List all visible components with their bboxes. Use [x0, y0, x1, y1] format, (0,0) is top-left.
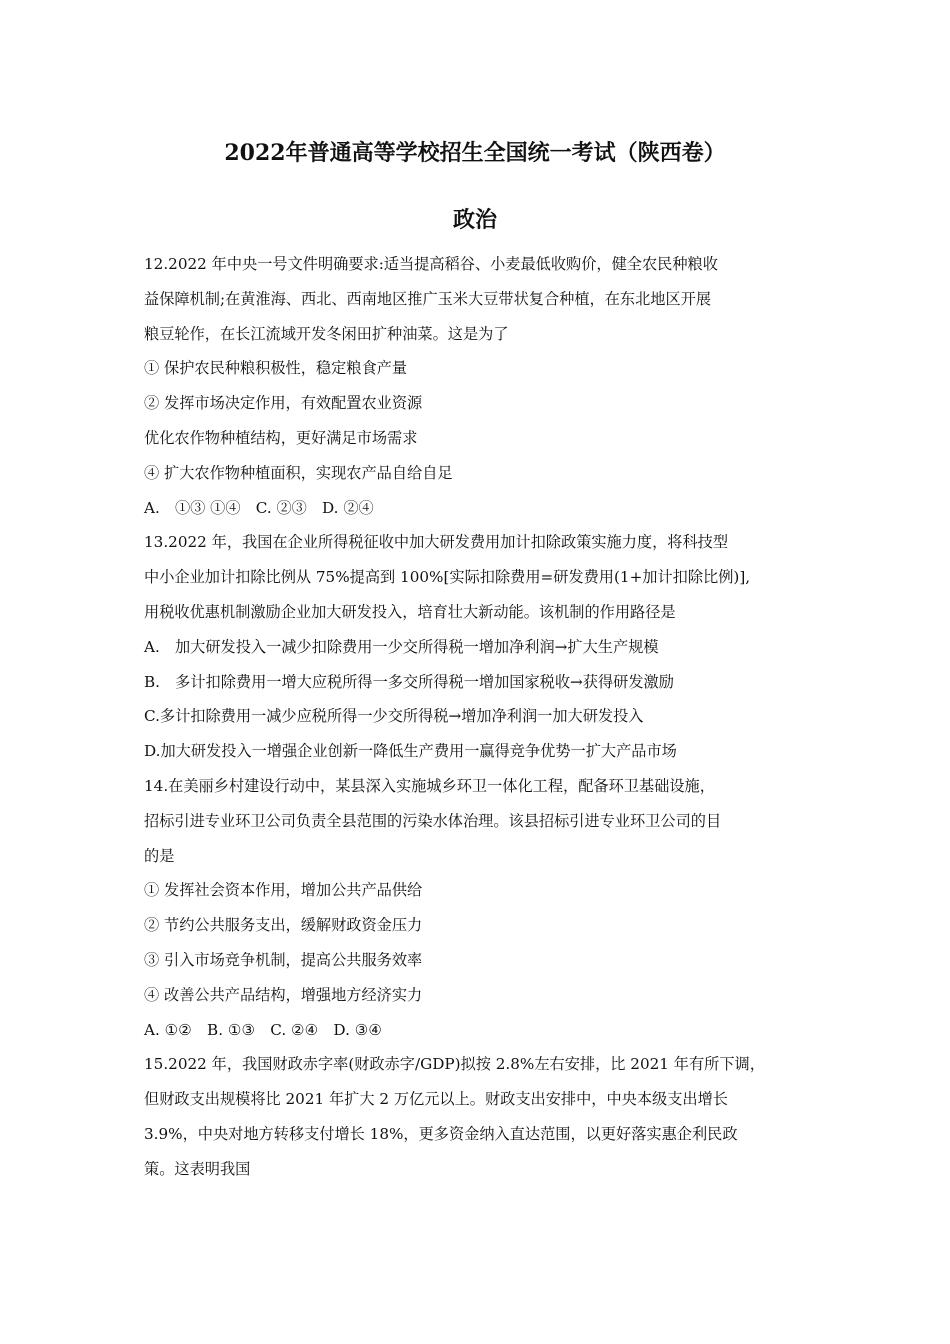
option-line: ② 节约公共服务支出，缓解财政资金压力 — [144, 916, 423, 935]
option-line: 优化农作物种植结构，更好满足市场需求 — [144, 428, 418, 447]
option-line: ① 发挥社会资本作用，增加公共产品供给 — [144, 881, 423, 900]
text-line: 13.2022 年，我国在企业所得税征收中加大研发费用加计扣除政策实施力度，将科技型 — [144, 533, 729, 552]
option-line: ② 发挥市场决定作用，有效配置农业资源 — [144, 394, 423, 413]
option-line: ④ 扩大农作物种植面积，实现农产品自给自足 — [144, 463, 453, 482]
text-line: 3.9%，中央对地方转移支付增长 18%，更多资金纳入直达范围，以更好落实惠企利民政 — [144, 1124, 738, 1143]
answer-choice: D.加大研发投入一增强企业创新一降低生产费用一赢得竞争优势一扩大产品市场 — [144, 742, 677, 761]
text-line: 14.在美丽乡村建设行动中，某县深入实施城乡环卫一体化工程，配备环卫基础设施， — [144, 776, 715, 795]
text-line: 招标引进专业环卫公司负责全县范围的污染水体治理。该县招标引进专业环卫公司的目 — [144, 811, 722, 830]
text-line: 的是 — [144, 846, 175, 865]
answer-choices: A. ①③ ①④ C. ②③ D. ②④ — [144, 498, 374, 517]
exam-subject: 政治 — [452, 207, 497, 233]
option-line: ① 保护农民种粮积极性，稳定粮食产量 — [144, 359, 408, 378]
text-line: 粮豆轮作，在长江流域开发冬闲田扩种油菜。这是为了 — [144, 324, 509, 343]
answer-choice: C.多计扣除费用一减少应税所得一少交所得税→增加净利润一加大研发投入 — [144, 707, 644, 726]
answer-choice: B. 多计扣除费用一增大应税所得一多交所得税一增加国家税收→获得研发激励 — [144, 672, 674, 691]
text-line: 15.2022 年，我国财政赤字率(财政赤字/GDP)拟按 2.8%左右安排，比 2021 年有所下调， — [144, 1055, 765, 1074]
text-line: 用税收优惠机制激励企业加大研发投入，培育壮大新动能。该机制的作用路径是 — [144, 602, 676, 621]
text-line: 策。这表明我国 — [144, 1159, 251, 1178]
text-line: 但财政支出规模将比 2021 年扩大 2 万亿元以上。财政支出安排中，中央本级支出增长 — [144, 1090, 728, 1109]
text-line: 中小企业加计扣除比例从 75%提高到 100%[实际扣除费用=研发费用(1+加计扣除比例)], — [144, 568, 751, 587]
option-line: ③ 引入市场竞争机制，提高公共服务效率 — [144, 950, 423, 969]
text-line: 益保障机制;在黄淮海、西北、西南地区推广玉米大豆带状复合种植，在东北地区开展 — [144, 289, 712, 308]
exam-title: 2022年普通高等学校招生全国统一考试（陕西卷） — [224, 140, 726, 166]
question-content — [144, 252, 824, 1192]
option-line: ④ 改善公共产品结构，增强地方经济实力 — [144, 985, 423, 1004]
answer-choice: A. 加大研发投入一减少扣除费用一少交所得税一增加净利润→扩大生产规模 — [144, 637, 659, 656]
text-line: 12.2022 年中央一号文件明确要求:适当提高稻谷、小麦最低收购价，健全农民种粮收 — [144, 255, 718, 273]
answer-choices: A. ①② B. ①③ C. ②④ D. ③④ — [144, 1020, 382, 1039]
